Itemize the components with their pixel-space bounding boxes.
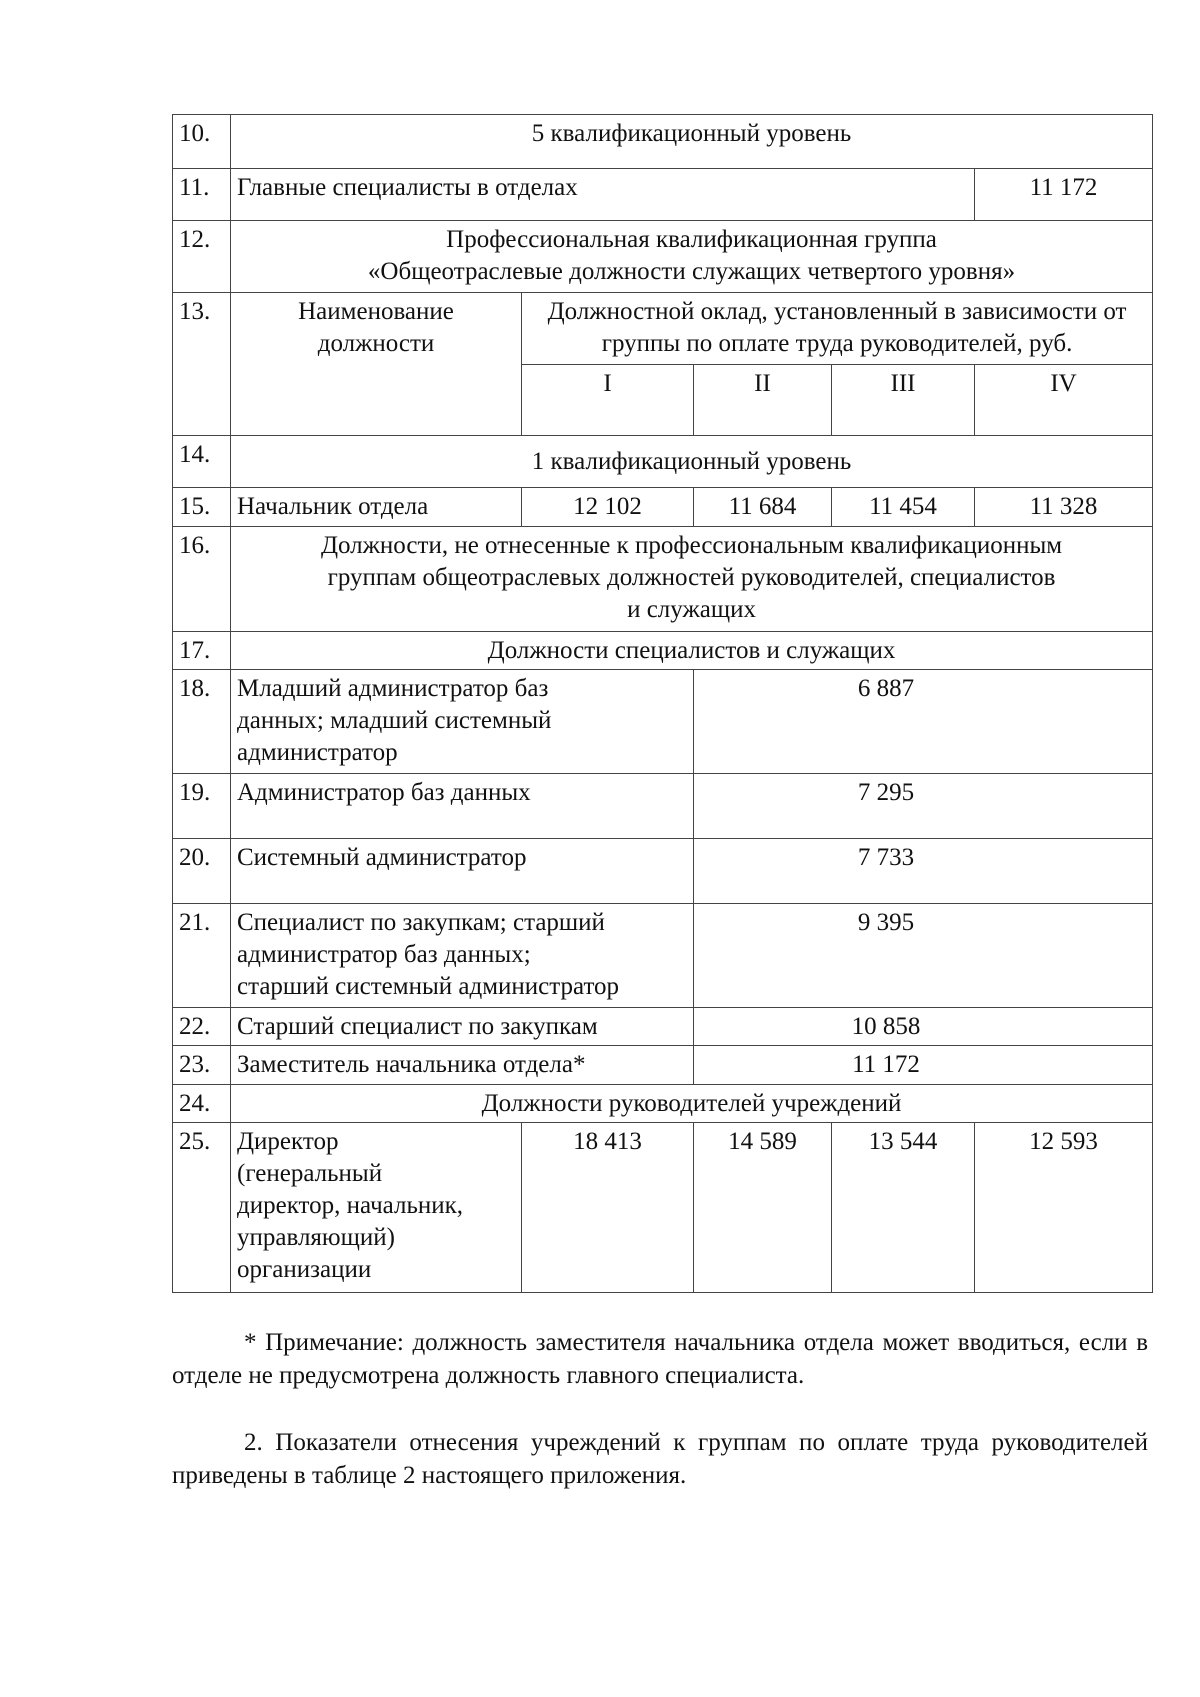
salary-value: 7 733 [694, 839, 1153, 904]
row-number: 12. [173, 221, 231, 293]
salary-value: 6 887 [694, 670, 1153, 774]
row-number: 22. [173, 1008, 231, 1046]
footnote [172, 1326, 1148, 1392]
salary-value: 11 454 [832, 488, 975, 527]
position-name-line: данных; младший системный [237, 707, 552, 734]
section-heading: 5 квалификационный уровень [231, 115, 1153, 169]
row-number: 19. [173, 774, 231, 839]
salary-value: 11 172 [975, 169, 1153, 221]
table-row [173, 221, 1153, 293]
salary-column-header: Должностной оклад, установленный в зависимости от группы по оплате труда руководителей, руб. [522, 293, 1153, 365]
row-number: 18. [173, 670, 231, 774]
section-heading: 1 квалификационный уровень [231, 436, 1153, 488]
section-heading: Должности специалистов и служащих [231, 632, 1153, 670]
table-row [173, 115, 1153, 169]
salary-value: 11 172 [694, 1046, 1153, 1085]
position-name-line: организации [237, 1256, 372, 1283]
salary-value: 12 102 [522, 488, 694, 527]
section-heading [231, 527, 1153, 632]
position-name: Старший специалист по закупкам [231, 1008, 694, 1046]
heading-line: группам общеотраслевых должностей руководителей, специалистов [327, 564, 1056, 591]
section-heading: Должности руководителей учреждений [231, 1085, 1153, 1123]
row-number: 17. [173, 632, 231, 670]
position-name-line: управляющий) [237, 1224, 395, 1251]
table-row [173, 1123, 1153, 1293]
row-number: 24. [173, 1085, 231, 1123]
salary-value: 13 544 [832, 1123, 975, 1293]
row-number: 23. [173, 1046, 231, 1085]
row-number: 15. [173, 488, 231, 527]
table-row [173, 436, 1153, 488]
position-name-line: (генеральный [237, 1160, 383, 1187]
position-name: Администратор баз данных [231, 774, 694, 839]
table-row [173, 1046, 1153, 1085]
group-header: II [694, 365, 832, 436]
salary-value: 14 589 [694, 1123, 832, 1293]
table-row [173, 904, 1153, 1008]
salary-value: 11 328 [975, 488, 1153, 527]
salary-value: 7 295 [694, 774, 1153, 839]
position-name-line: Директор [237, 1128, 339, 1155]
row-number: 16. [173, 527, 231, 632]
row-number: 13. [173, 293, 231, 436]
position-name-line: Младший администратор баз [237, 675, 549, 702]
group-heading-line: Профессиональная квалификационная группа [446, 226, 937, 253]
position-name-line: администратор баз данных; [237, 941, 531, 968]
salary-value: 10 858 [694, 1008, 1153, 1046]
position-name: Заместитель начальника отдела* [231, 1046, 694, 1085]
group-header: III [832, 365, 975, 436]
table-row [173, 632, 1153, 670]
table-row [173, 527, 1153, 632]
row-number: 20. [173, 839, 231, 904]
salary-value: 12 593 [975, 1123, 1153, 1293]
position-name-line: старший системный администратор [237, 973, 620, 1000]
row-number: 11. [173, 169, 231, 221]
position-name: Главные специалисты в отделах [231, 169, 975, 221]
row-number: 25. [173, 1123, 231, 1293]
table-row [173, 1008, 1153, 1046]
table-row [173, 488, 1153, 527]
row-number: 10. [173, 115, 231, 169]
name-column-header: Наименование должности [231, 293, 522, 436]
table-row [173, 774, 1153, 839]
salary-value: 11 684 [694, 488, 832, 527]
group-header: IV [975, 365, 1153, 436]
salary-value: 18 413 [522, 1123, 694, 1293]
table-row [173, 293, 1153, 365]
position-name-line: Специалист по закупкам; старший [237, 909, 605, 936]
group-heading-line: «Общеотраслевые должности служащих четвертого уровня» [367, 258, 1016, 285]
group-heading [231, 221, 1153, 293]
position-name: Начальник отдела [231, 488, 522, 527]
position-name [231, 670, 694, 774]
salary-value: 9 395 [694, 904, 1153, 1008]
position-name-line: администратор [237, 739, 398, 766]
salary-table [172, 114, 1153, 1293]
table-row [173, 670, 1153, 774]
position-name-line: директор, начальник, [237, 1192, 464, 1219]
heading-line: Должности, не отнесенные к профессиональным квалификационным [320, 532, 1063, 559]
row-number: 21. [173, 904, 231, 1008]
group-header: I [522, 365, 694, 436]
position-name [231, 904, 694, 1008]
table-row [173, 169, 1153, 221]
table-row [173, 839, 1153, 904]
position-name: Системный администратор [231, 839, 694, 904]
row-number: 14. [173, 436, 231, 488]
table-row [173, 1085, 1153, 1123]
body-paragraph [172, 1426, 1148, 1492]
footnote-text: * Примечание: должность заместителя начальника отдела может вводиться, если в отделе не предусмотрена должность главного специалиста. [172, 1329, 1148, 1389]
heading-line: и служащих [627, 596, 756, 623]
paragraph-text: 2. Показатели отнесения учреждений к группам по оплате труда руководителей приведены в таблице 2 настоящего приложения. [172, 1429, 1148, 1489]
position-name [231, 1123, 522, 1293]
